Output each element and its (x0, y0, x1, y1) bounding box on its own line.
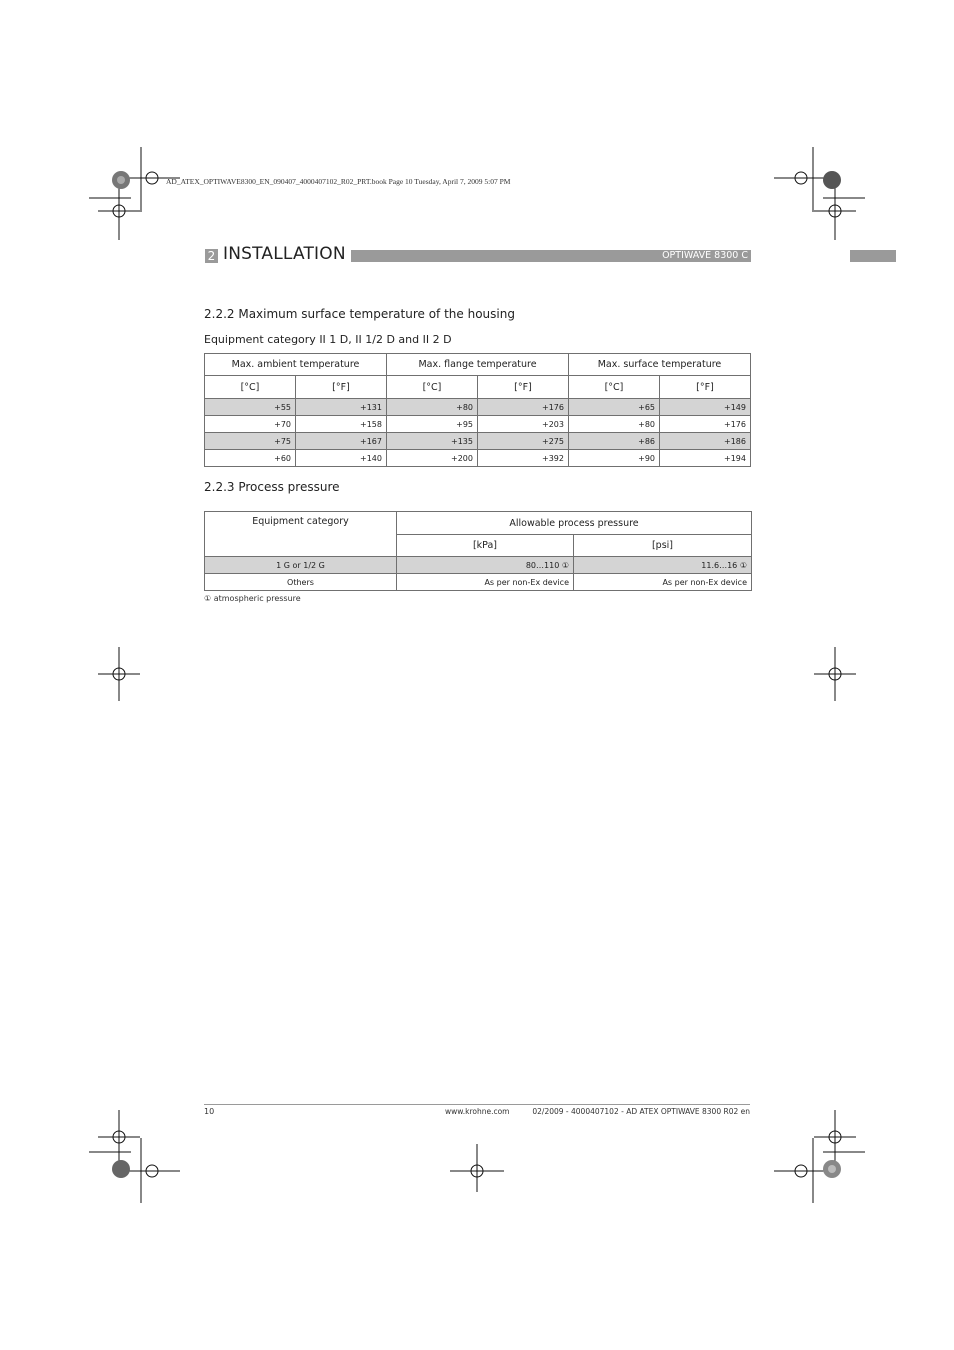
unit-header: [°C] (387, 376, 478, 399)
table-cell: +95 (387, 416, 478, 433)
pressure-table (204, 511, 752, 591)
table-row (205, 399, 751, 416)
table-cell: +194 (660, 450, 751, 467)
table-cell: +149 (660, 399, 751, 416)
header-flange-temperature: Max. flange temperature (387, 354, 569, 376)
unit-header-kpa: [kPa] (397, 535, 574, 557)
header-surface-temperature: Max. surface temperature (569, 354, 751, 376)
temperature-table (204, 353, 751, 467)
table-cell: +80 (387, 399, 478, 416)
chapter-number: 2 (205, 249, 218, 263)
table-unit-row (205, 376, 751, 399)
table-cell: +167 (296, 433, 387, 450)
unit-header: [°F] (660, 376, 751, 399)
table-cell: +203 (478, 416, 569, 433)
footnote-atmospheric-pressure: ① atmospheric pressure (204, 594, 301, 603)
table-cell: 11.6…16 ① (574, 557, 752, 574)
table-cell: +176 (478, 399, 569, 416)
table-cell: +176 (660, 416, 751, 433)
section-heading-surface-temperature: 2.2.2 Maximum surface temperature of the housing (204, 307, 515, 321)
table-row (205, 557, 752, 574)
unit-header: [°C] (205, 376, 296, 399)
footer-document-info: 02/2009 - 4000407102 - AD ATEX OPTIWAVE 8300 R02 en (532, 1107, 750, 1116)
table-cell: As per non-Ex device (397, 574, 574, 591)
table-cell: +70 (205, 416, 296, 433)
unit-header: [°F] (296, 376, 387, 399)
header-tab (850, 250, 896, 262)
table-cell: +90 (569, 450, 660, 467)
print-job-info: AD_ATEX_OPTIWAVE8300_EN_090407_4000407102_R02_PRT.book Page 10 Tuesday, April 7, 2009 5:07 PM (166, 177, 511, 186)
table-cell: +135 (387, 433, 478, 450)
page-number: 10 (204, 1107, 215, 1116)
table-cell: +80 (569, 416, 660, 433)
table-cell: Others (205, 574, 397, 591)
table-cell: +140 (296, 450, 387, 467)
table-cell: +200 (387, 450, 478, 467)
table-cell: +186 (660, 433, 751, 450)
header-allowable-pressure: Allowable process pressure (397, 512, 752, 535)
table-cell: +75 (205, 433, 296, 450)
table-cell: +392 (478, 450, 569, 467)
table-row (205, 433, 751, 450)
table-row (205, 574, 752, 591)
footer-website-link[interactable]: www.krohne.com (445, 1107, 510, 1116)
table-cell: 80…110 ① (397, 557, 574, 574)
table-cell: +60 (205, 450, 296, 467)
table-row (205, 416, 751, 433)
section-heading-process-pressure: 2.2.3 Process pressure (204, 480, 340, 494)
table-header-row (205, 512, 752, 535)
header-equipment-category: Equipment category (205, 512, 397, 557)
table-cell: +275 (478, 433, 569, 450)
table-cell: +55 (205, 399, 296, 416)
header-product-name: OPTIWAVE 8300 C (662, 250, 748, 261)
table-row (205, 450, 751, 467)
chapter-title: INSTALLATION (223, 244, 346, 264)
equipment-category-subheading: Equipment category II 1 D, II 1/2 D and II 2 D (204, 333, 452, 346)
table-cell: As per non-Ex device (574, 574, 752, 591)
unit-header: [°C] (569, 376, 660, 399)
table-cell: +158 (296, 416, 387, 433)
header-ambient-temperature: Max. ambient temperature (205, 354, 387, 376)
table-header-row (205, 354, 751, 376)
unit-header: [°F] (478, 376, 569, 399)
table-cell: +86 (569, 433, 660, 450)
footer-rule (204, 1104, 750, 1105)
table-cell: +65 (569, 399, 660, 416)
table-cell: 1 G or 1/2 G (205, 557, 397, 574)
unit-header-psi: [psi] (574, 535, 752, 557)
table-cell: +131 (296, 399, 387, 416)
